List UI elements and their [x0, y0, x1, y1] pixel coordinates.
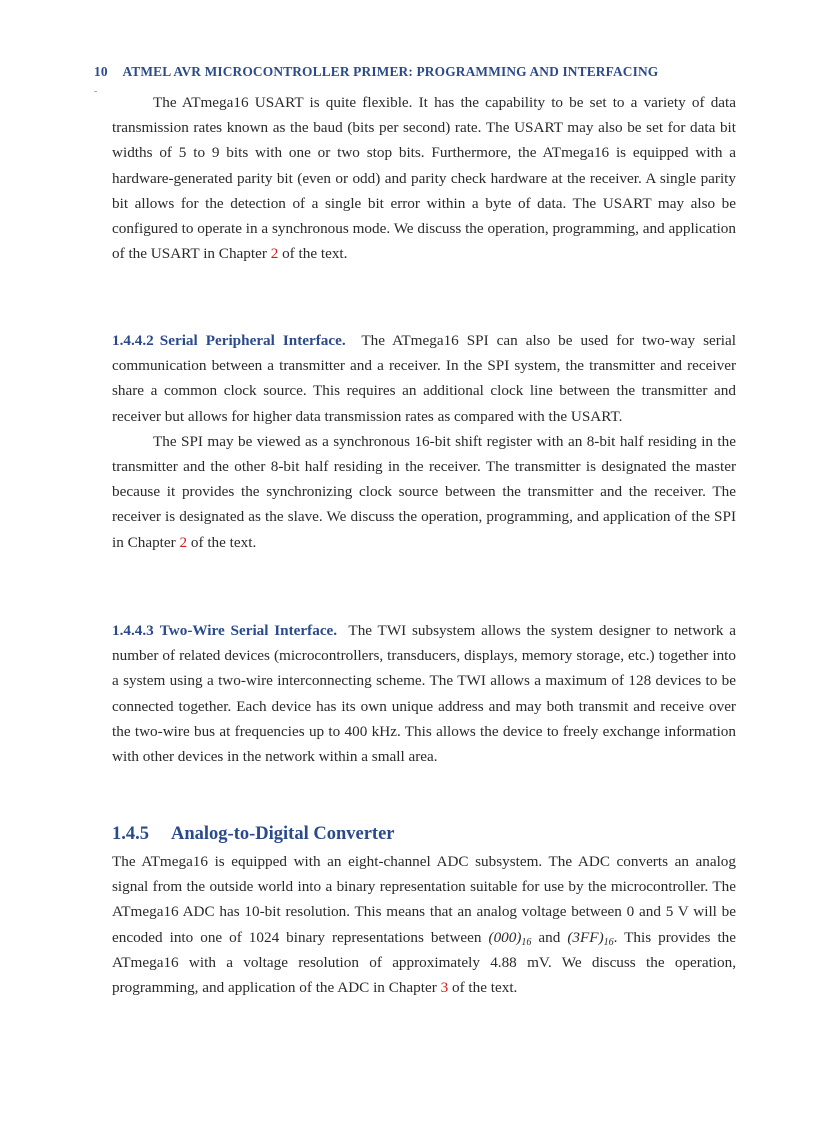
spi-text-2-end: of the text. — [190, 533, 257, 551]
spi-text-1: The ATmega16 SPI can also be used for two-way serial communication between a transmitter and a receiver. In the SPI system, the transmitter and receiver share a common clock source. This requires an additional clock line between the transmitter and receiver but allows for higher data transmission rates as compared with the USART. — [112, 332, 736, 425]
margin-mark: - — [94, 86, 98, 97]
adc-text-end: of the text. — [451, 979, 518, 997]
twi-text: The TWI subsystem allows the system designer to network a number of related devices (microcontrollers, transducers, displays, memory storage, etc.) together into a system using a two-wire interconnecting scheme. The TWI allows a maximum of 128 devices to be connected together. Each device has its own unique address and may both transmit and receive over the two-wire bus at frequencies up to 400 kHz. This allows the device to freely exchange information with other devices in the network within a small area. — [112, 622, 736, 766]
spi-paragraph-1 — [112, 328, 736, 429]
math-hex-3ff — [567, 929, 613, 946]
math-hex-000 — [489, 929, 532, 946]
spi-heading — [112, 332, 346, 349]
usart-paragraph — [112, 90, 736, 266]
adc-section — [112, 849, 736, 1000]
math-hex-3ff-value: (3FF) — [567, 928, 604, 946]
running-title: ATMEL AVR MICROCONTROLLER PRIMER: PROGRAMMING AND INTERFACING — [122, 64, 659, 79]
twi-heading-title: Two-Wire Serial Interface. — [159, 622, 338, 639]
usart-text-end: of the text. — [282, 245, 348, 263]
spi-heading-number: 1.4.4.2 — [112, 332, 154, 349]
running-header — [94, 64, 658, 80]
adc-heading — [112, 824, 395, 845]
chapter-2-link[interactable]: 2 — [179, 533, 188, 551]
chapter-2-link[interactable]: 2 — [270, 245, 279, 263]
adc-heading-number: 1.4.5 — [112, 824, 149, 844]
twi-paragraph — [112, 618, 736, 769]
spi-paragraph-2 — [112, 429, 736, 555]
twi-section — [112, 618, 736, 769]
spi-text-2: The SPI may be viewed as a synchronous 16-bit shift register with an 8-bit half residing in the transmitter and the other 8-bit half residing in the receiver. The transmitter is designated the master because it provides the synchronizing clock source between the transmitter and the receiver. The receiver is designated as the slave. We discuss the operation, programming, and application of the SPI in Chapter — [112, 432, 736, 551]
page-number: 10 — [94, 64, 108, 79]
twi-heading-number: 1.4.4.3 — [112, 622, 154, 639]
math-hex-3ff-base: 16 — [603, 936, 614, 948]
adc-text-and: and — [538, 928, 561, 946]
usart-section — [112, 90, 736, 266]
adc-text-2: . This provides the ATmega16 with a voltage resolution of approximately 4.88 mV. We discuss the operation, programming, and application of the ADC in Chapter — [112, 928, 737, 997]
math-hex-000-value: (000) — [488, 928, 522, 946]
adc-text-1: The ATmega16 is equipped with an eight-channel ADC subsystem. The ADC converts an analog signal from the outside world into a binary representation suitable for use by the microcontroller. The ATmega16 ADC has 10-bit resolution. This means that an analog voltage between 0 and 5 V will be encoded into one of 1024 binary representations between — [112, 853, 736, 946]
chapter-3-link[interactable]: 3 — [440, 979, 449, 997]
adc-paragraph — [112, 849, 736, 1000]
math-hex-000-base: 16 — [521, 936, 532, 948]
usart-text: The ATmega16 USART is quite flexible. It has the capability to be set to a variety of data transmission rates known as the baud (bits per second) rate. The USART may also be set for data bit widths of 5 to 9 bits with one or two stop bits. Furthermore, the ATmega16 is equipped with a hardware-generated parity bit (even or odd) and parity check hardware at the receiver. A single parity bit allows for the detection of a single bit error within a byte of data. The USART may also be configured to operate in a synchronous mode. We discuss the operation, programming, and application of the USART in Chapter — [112, 94, 736, 263]
spi-heading-title: Serial Peripheral Interface. — [159, 332, 346, 349]
spi-section — [112, 328, 736, 555]
twi-heading — [112, 622, 337, 639]
adc-heading-title: Analog-to-Digital Converter — [171, 824, 395, 844]
